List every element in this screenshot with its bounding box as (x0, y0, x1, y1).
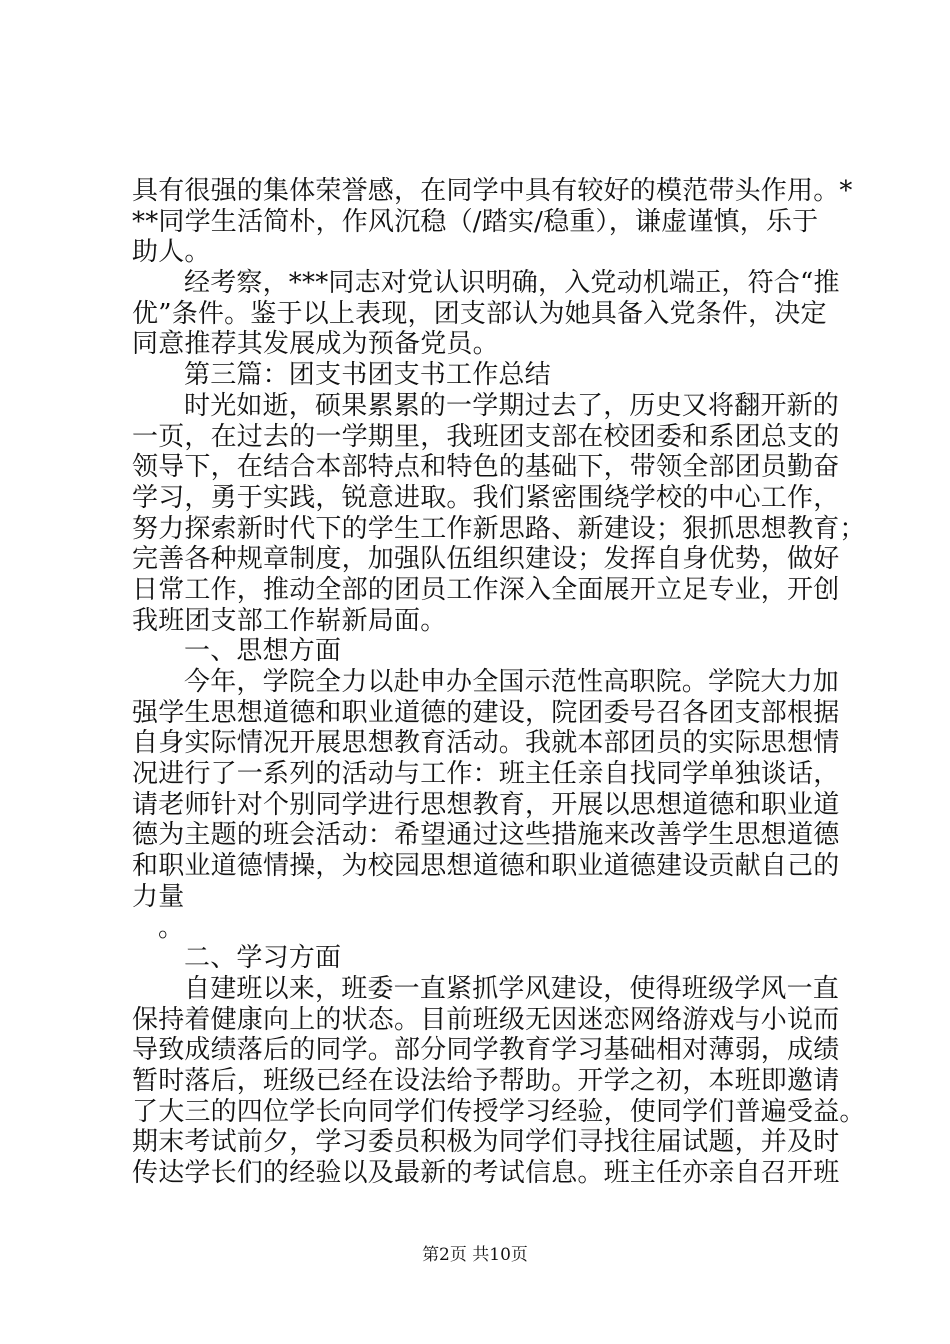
text-line: 努力探索新时代下的学生工作新思路、新建设；狠抓思想教育； (132, 513, 866, 544)
text-line: 领导下，在结合本部特点和特色的基础下，带领全部团员勤奋 (132, 452, 840, 483)
text-line: 导致成绩落后的同学。部分同学教育学习基础相对薄弱，成绩 (132, 1035, 840, 1066)
text-line: 同意推荐其发展成为预备党员。 (132, 329, 499, 360)
text-line: 了大三的四位学长向同学们传授学习经验，使同学们普遍受益。 (132, 1096, 866, 1127)
text-line: 和职业道德情操，为校园思想道德和职业道德建设贡献自己的 (132, 851, 840, 882)
text-line: 传达学长们的经验以及最新的考试信息。班主任亦亲自召开班 (132, 1158, 840, 1188)
paragraph-start-line: 经考察，***同志对党认识明确，入党动机端正，符合“推 (184, 268, 840, 299)
text-line: 。 (158, 912, 185, 943)
text-line: 力量 (132, 881, 185, 912)
text-line: 况进行了一系列的活动与工作：班主任亲自找同学单独谈话， (132, 759, 840, 790)
subsection-heading: 二、学习方面 (184, 943, 342, 974)
text-line: 一页，在过去的一学期里，我班团支部在校团委和系团总支的 (132, 421, 840, 452)
text-line: 强学生思想道德和职业道德的建设，院团委号召各团支部根据 (132, 697, 840, 728)
paragraph-start-line: 今年，学院全力以赴申办全国示范性高职院。学院大力加 (184, 667, 840, 697)
text-line: 自身实际情况开展思想教育活动。我就本部团员的实际思想情 (132, 728, 840, 759)
text-line: 保持着健康向上的状态。目前班级无因迷恋网络游戏与小说而 (132, 1004, 840, 1035)
paragraph-start-line: 时光如逝，硕果累累的一学期过去了，历史又将翻开新的 (184, 390, 840, 421)
text-line: 德为主题的班会活动：希望通过这些措施来改善学生思想道德 (132, 820, 840, 851)
section-heading: 第三篇：团支书团支书工作总结 (184, 360, 551, 391)
text-line: 请老师针对个别同学进行思想教育，开展以思想道德和职业道 (132, 789, 840, 820)
text-line: 期末考试前夕，学习委员积极为同学们寻找往届试题，并及时 (132, 1127, 840, 1158)
paragraph-start-line: 自建班以来，班委一直紧抓学风建设，使得班级学风一直 (184, 973, 840, 1004)
text-line: 学习，勇于实践，锐意进取。我们紧密围绕学校的中心工作， (132, 482, 840, 513)
text-line: 助人。 (132, 237, 211, 268)
page-number-footer: 第2页 共10页 (422, 1245, 528, 1265)
text-line: 优”条件。鉴于以上表现，团支部认为她具备入党条件，决定 (132, 298, 827, 329)
text-line: 我班团支部工作崭新局面。 (132, 605, 447, 636)
document-body (132, 176, 866, 1189)
text-line: 暂时落后，班级已经在设法给予帮助。开学之初，本班即邀请 (132, 1065, 840, 1096)
subsection-heading: 一、思想方面 (184, 636, 342, 667)
text-line: **同学生活简朴，作风沉稳（/踏实/稳重），谦虚谨慎，乐于 (132, 206, 819, 237)
text-line: 具有很强的集体荣誉感，在同学中具有较好的模范带头作用。* (132, 176, 853, 206)
text-line: 完善各种规章制度，加强队伍组织建设；发挥自身优势，做好 (132, 544, 840, 575)
text-line: 日常工作，推动全部的团员工作深入全面展开立足专业，开创 (132, 574, 840, 605)
